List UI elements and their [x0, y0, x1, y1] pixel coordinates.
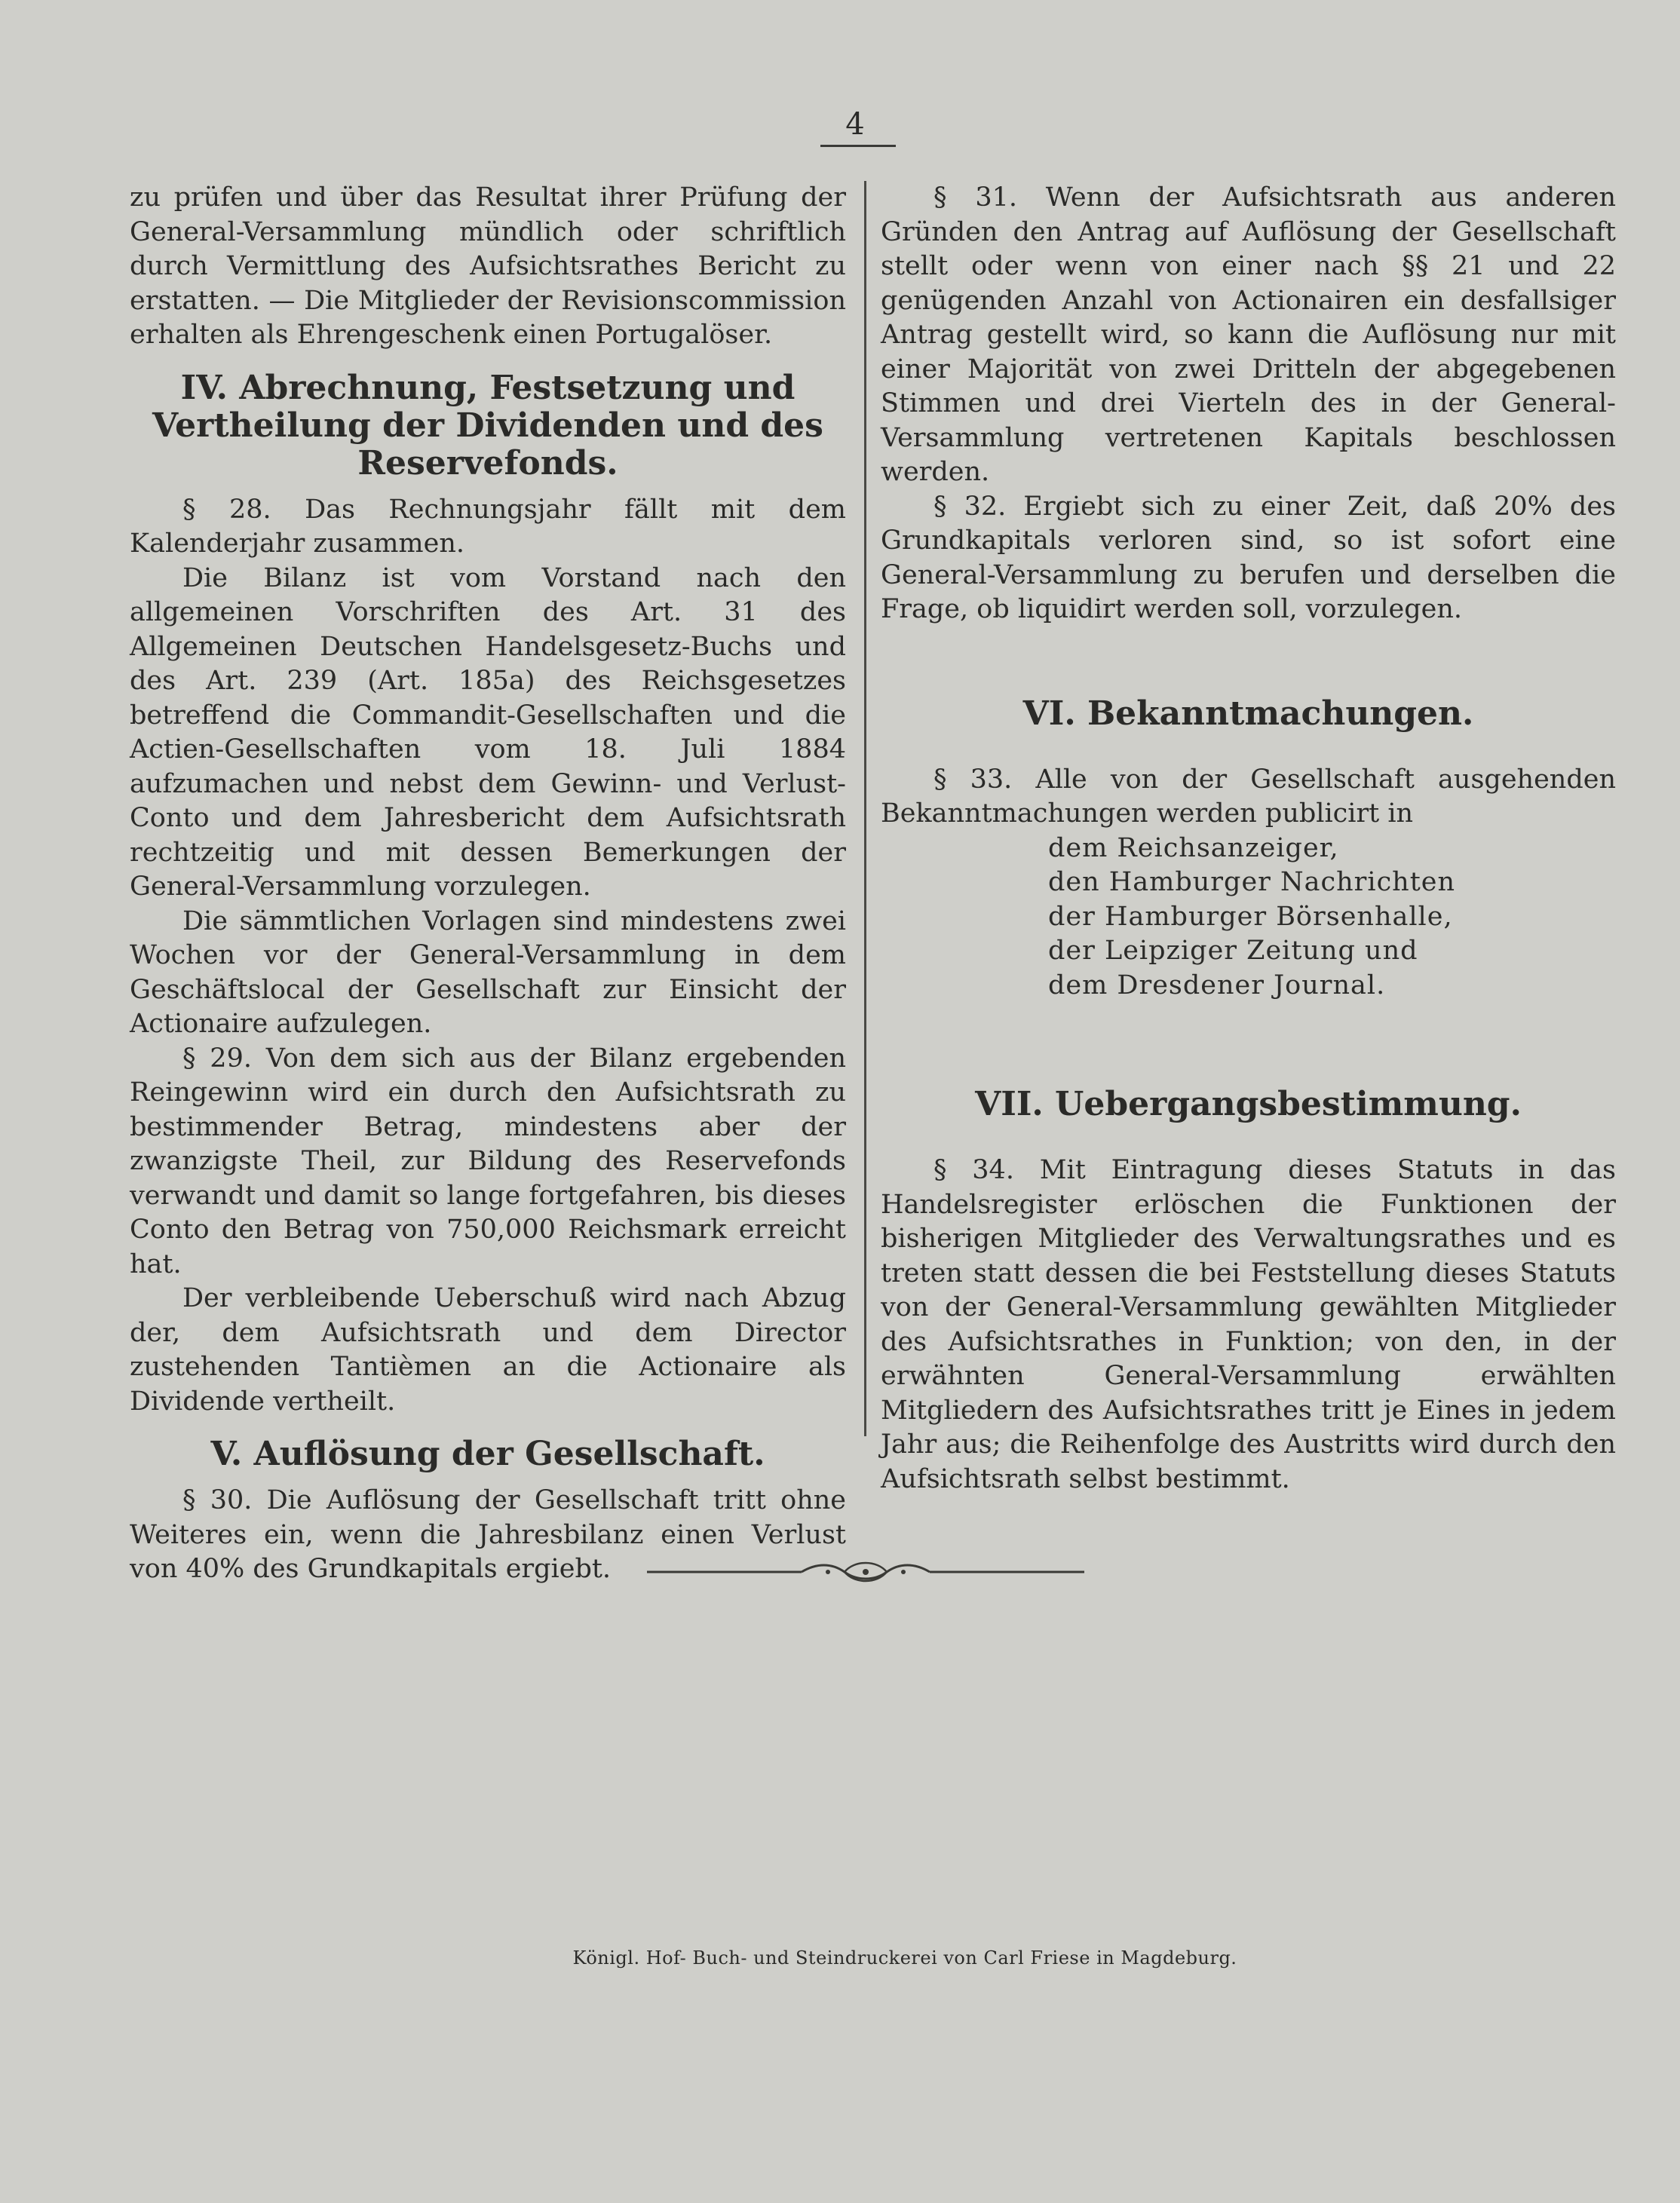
- list-item: der Leipziger Zeitung und: [1048, 936, 1418, 966]
- left-column: [130, 181, 846, 1587]
- paragraph-33: § 33. Alle von der Gesellschaft ausgehenden Bekanntmachungen werden publicirt in: [881, 764, 1616, 829]
- paragraph-31: § 31. Wenn der Aufsichtsrath aus anderen Gründen den Antrag auf Auflösung der Gesellschaft stellt oder wenn von einer nach §§ 21 und 22 genügenden Anzahl von Actionairen ein desfallsiger Antrag gestellt wird, so kann die Auflösung nur mit einer Majorität von zwei Dritteln der abgegebenen Stimmen und drei Vierteln des in der General-Versammlung vertretenen Kapitals beschlossen werden.: [881, 182, 1616, 487]
- list-item: dem Dresdener Journal.: [1048, 970, 1386, 1000]
- section-heading-iv: IV. Abrechnung, Festsetzung und Vertheilung der Dividenden und des Reservefonds.: [152, 368, 823, 483]
- page-number-rule: [820, 145, 896, 147]
- section-heading-vi: VI. Bekanntmachungen.: [1022, 694, 1474, 733]
- paragraph-28c: Die sämmtlichen Vorlagen sind mindestens zwei Wochen vor der General-Versammlung in dem Geschäftslocal der Gesellschaft zur Einsicht der Actionaire aufzulegen.: [130, 905, 846, 1039]
- column-divider: [864, 181, 866, 1436]
- paragraph-28b: Die Bilanz ist vom Vorstand nach den allgemeinen Vorschriften des Art. 31 des Allgemeinen Deutschen Handelsgesetz-Buchs und des Art. 239 (Art. 185a) des Reichsgesetzes betreffend die Commandit-Gesellschaften und die Actien-Gesellschaften vom 18. Juli 1884 aufzumachen und nebst dem Gewinn- und Verlust-Conto und dem Jahresbericht dem Aufsichtsrath rechtzeitig und mit dessen Bemerkungen der General-Versammlung vorzulegen.: [130, 562, 846, 902]
- section-heading-vii: VII. Uebergangsbestimmung.: [975, 1085, 1522, 1123]
- paragraph-29b: Der verbleibende Ueberschuß wird nach Abzug der, dem Aufsichtsrath und dem Director zustehenden Tantièmen an die Actionaire als Dividende vertheilt.: [130, 1283, 846, 1417]
- list-item: den Hamburger Nachrichten: [1048, 867, 1456, 897]
- decorative-ornament: [647, 1557, 1084, 1587]
- list-item: dem Reichsanzeiger,: [1048, 832, 1339, 863]
- paragraph-30: § 30. Die Auflösung der Gesellschaft tritt ohne Weiteres ein, wenn die Jahresbilanz einen Verlust von 40% des Grundkapitals ergiebt.: [130, 1485, 846, 1584]
- paragraph-29a: § 29. Von dem sich aus der Bilanz ergebenden Reingewinn wird ein durch den Aufsichtsrath zu bestimmender Betrag, mindestens aber der zwanzigste Theil, zur Bildung des Reservefonds verwandt und damit so lange fortgefahren, bis dieses Conto den Betrag von 750,000 Reichsmark erreicht hat.: [130, 1043, 846, 1279]
- paragraph-32: § 32. Ergiebt sich zu einer Zeit, daß 20% des Grundkapitals verloren sind, so ist sofort eine General-Versammlung zu berufen und derselben die Frage, ob liquidirt werden soll, vorzulegen.: [881, 491, 1616, 624]
- paragraph-28a: § 28. Das Rechnungsjahr fällt mit dem Kalenderjahr zusammen.: [130, 494, 846, 559]
- intro-paragraph: zu prüfen und über das Resultat ihrer Prüfung der General-Versammlung mündlich oder schriftlich durch Vermittlung des Aufsichtsrathes Bericht zu erstatten. — Die Mitglieder der Revisionscommission erhalten als Ehrengeschenk einen Portugalöser.: [130, 182, 846, 350]
- publication-outlet-list: [1048, 832, 1616, 1003]
- paragraph-34: § 34. Mit Eintragung dieses Statuts in das Handelsregister erlöschen die Funktionen der bisherigen Mitglieder des Verwaltungsrathes und es treten statt dessen die bei Feststellung dieses Statuts von der General-Versammlung gewählten Mitglieder des Aufsichtsrathes in Funktion; von den, in der erwähnten General-Versammlung erwählten Mitgliedern des Aufsichtsrathes tritt je Eines in jedem Jahr aus; die Reihenfolge des Austritts wird durch den Aufsichtsrath selbst bestimmt.: [881, 1155, 1616, 1494]
- section-heading-v: V. Auflösung der Gesellschaft.: [210, 1435, 765, 1473]
- page-number: 4: [845, 107, 865, 142]
- right-column: [881, 181, 1616, 1497]
- list-item: der Hamburger Börsenhalle,: [1048, 901, 1453, 932]
- printer-imprint: Königl. Hof- Buch- und Steindruckerei von Carl Friese in Magdeburg.: [572, 1947, 1237, 1969]
